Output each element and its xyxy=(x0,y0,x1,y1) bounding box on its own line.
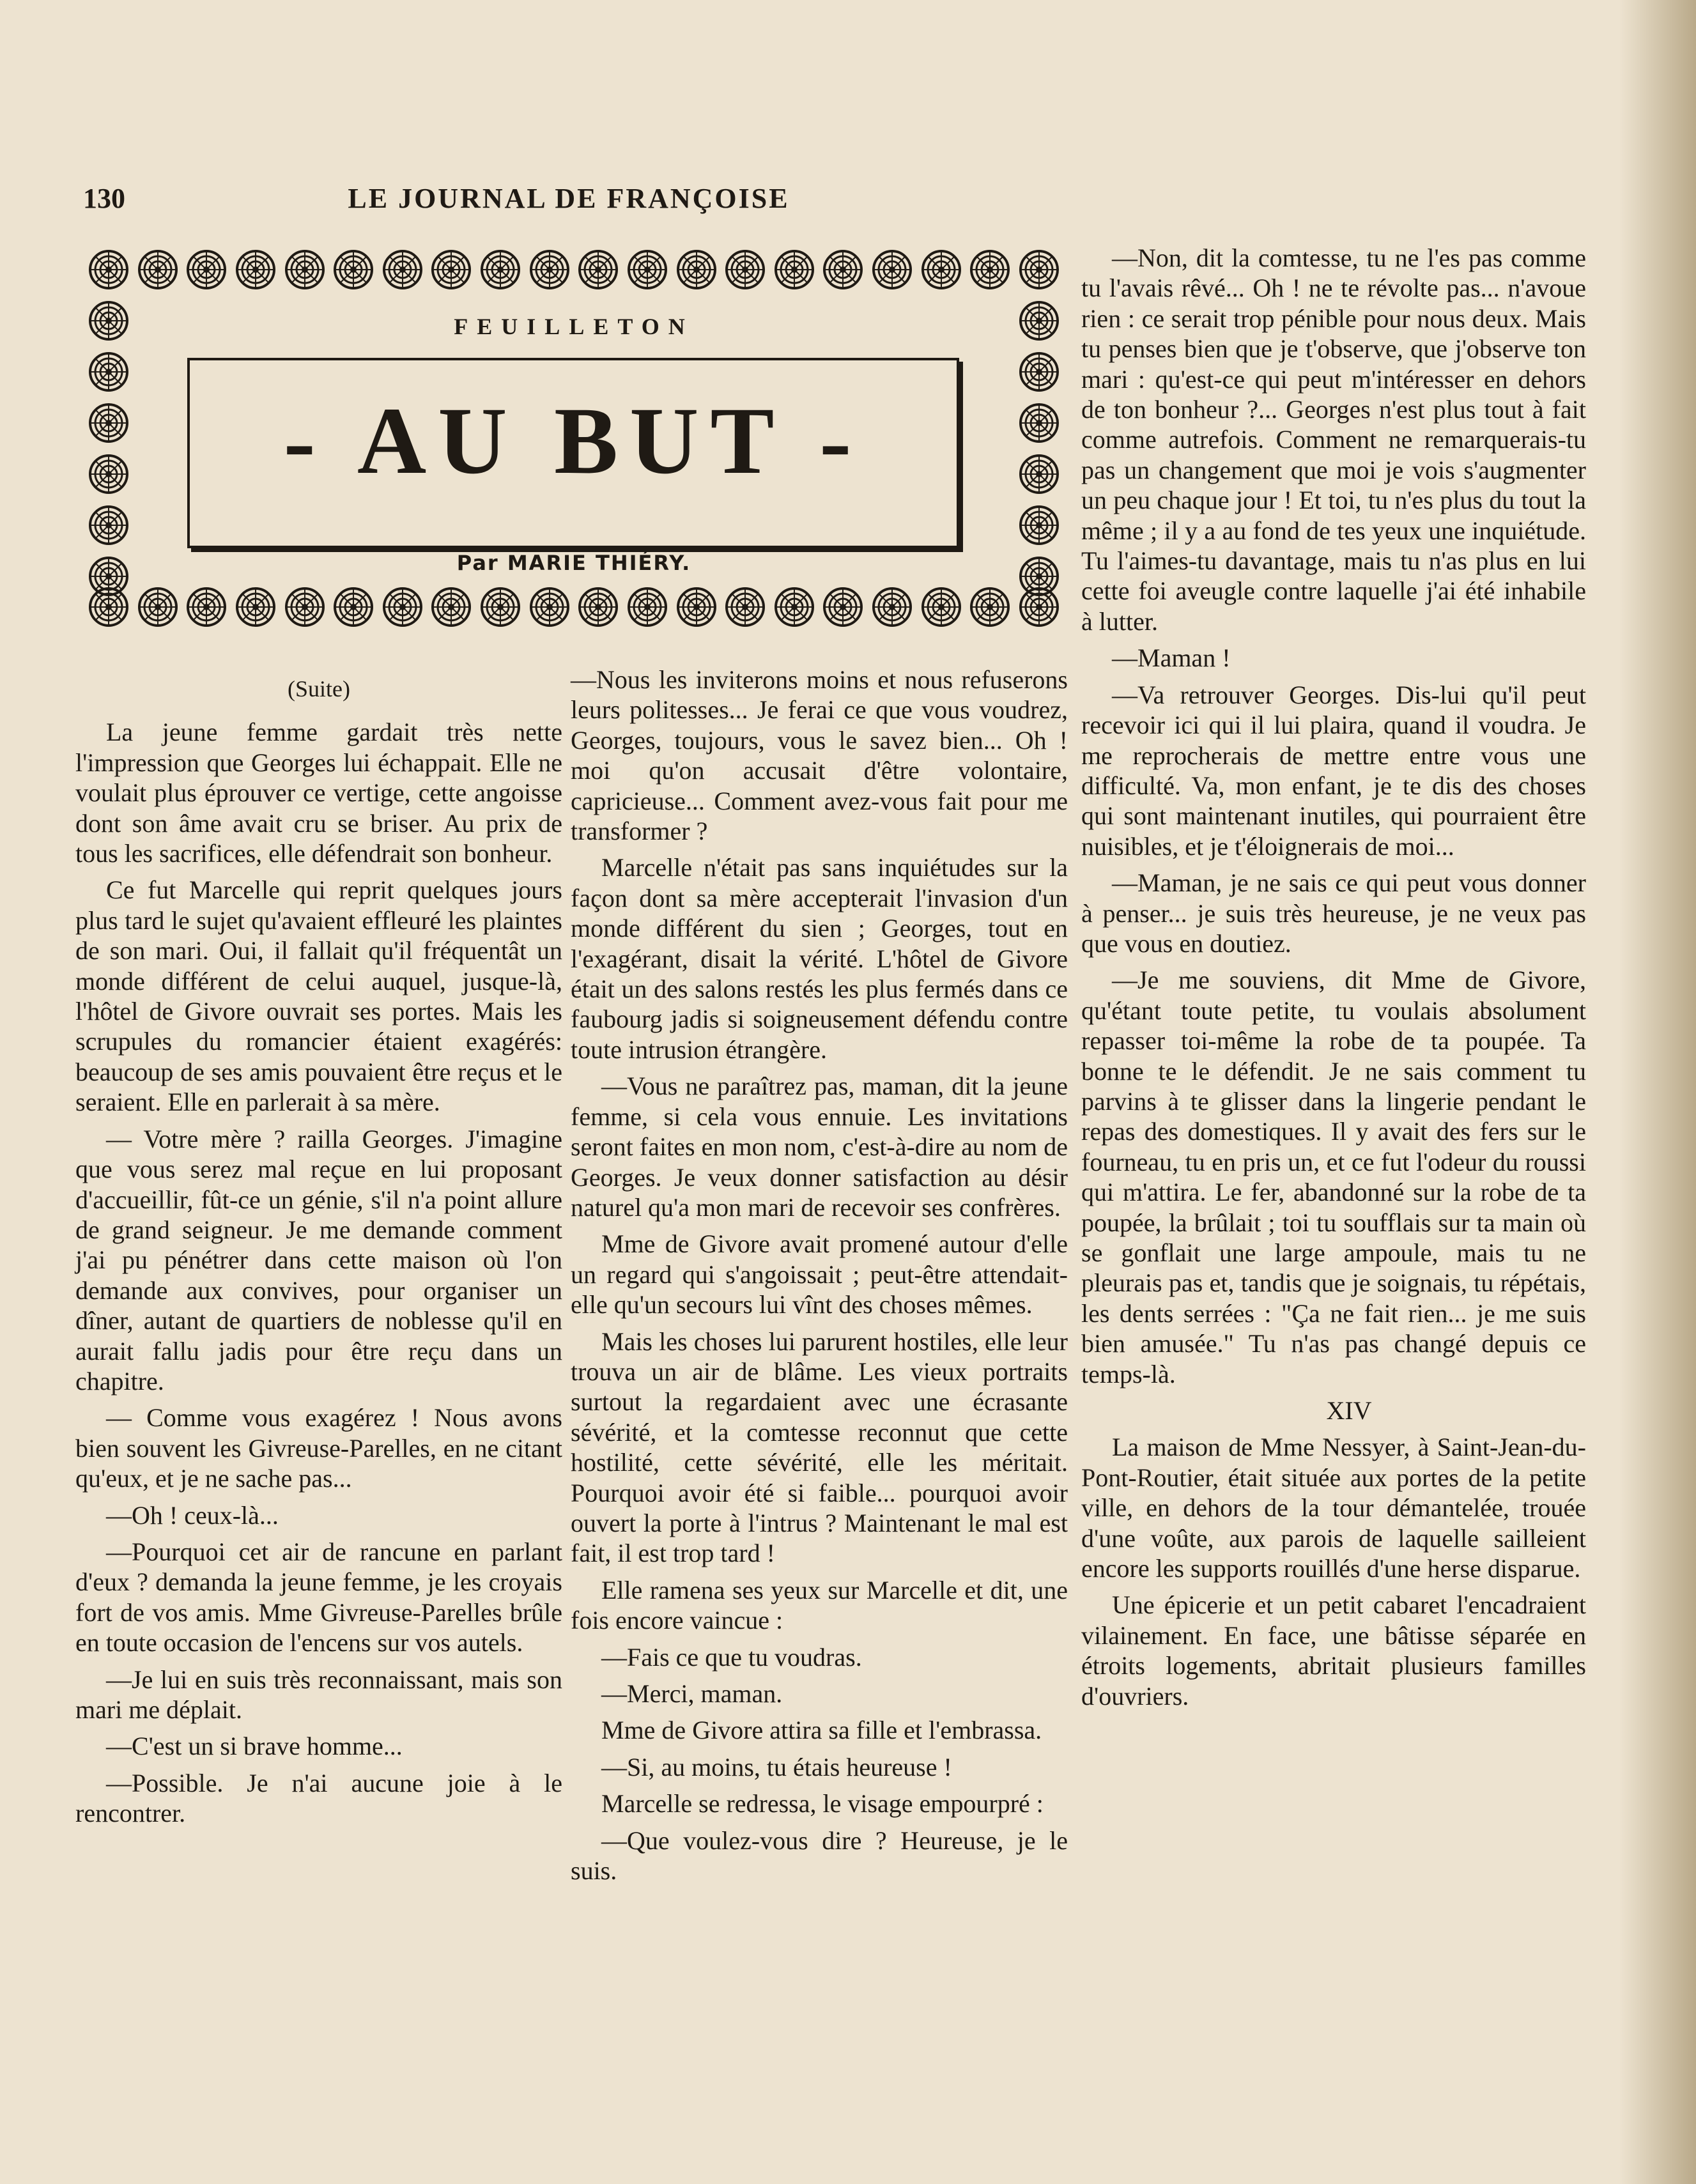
paragraph: —Que voulez-vous dire ? Heureuse, je le suis. xyxy=(571,1826,1068,1886)
rose-ornament-icon xyxy=(1019,454,1060,495)
paragraph: —Je lui en suis très reconnaissant, mais son mari me déplait. xyxy=(75,1665,562,1724)
rose-ornament-icon xyxy=(186,249,227,295)
rose-ornament-icon xyxy=(872,249,913,295)
paragraph: —Va retrouver Georges. Dis-lui qu'il peut recevoir ici qui il lui plaira, quand il voudra. Je me reprocherais de mettre entre vous une difficulté. Va, mon enfant, je te dis des choses qui sont maintenant inutiles, qui pourraient être nuisibles, et je t'éloignerais de moi... xyxy=(1081,680,1586,861)
rose-ornament-icon xyxy=(921,587,962,633)
rose-ornament-icon xyxy=(284,249,325,295)
rose-ornament-icon xyxy=(88,505,129,546)
paragraph: Mme de Givore avait promené autour d'elle un regard qui s'angoissait ; peut-être attendait-elle qu'un secours lui vînt des choses mêmes. xyxy=(571,1229,1068,1319)
paragraph: Ce fut Marcelle qui reprit quelques jours plus tard le sujet qu'avaient effleuré les plaintes de son mari. Oui, il fallait qu'il fréquentât un monde différent de celui auquel, jusque-là, l'hôtel de Givore ouvrait ses portes. Mais les scrupules du romancier étaient exagérés: beaucoup de ses amis pouvaient être reçus et le seraient. Elle en parlerait à sa mère. xyxy=(75,875,562,1117)
rose-ornament-icon xyxy=(676,587,717,633)
paragraph: Une épicerie et un petit cabaret l'encadraient vilainement. En face, une bâtisse séparée en étroits logements, abritait plusieurs familles d'ouvriers. xyxy=(1081,1590,1586,1711)
text-column-2 xyxy=(571,665,1068,1892)
rose-ornament-icon xyxy=(480,249,521,295)
rose-ornament-icon xyxy=(1019,505,1060,546)
rose-ornament-icon xyxy=(822,587,863,633)
rose-ornament-icon xyxy=(578,587,619,633)
rose-ornament-icon xyxy=(1019,351,1060,392)
paragraph: Mais les choses lui parurent hostiles, elle leur trouva un air de blâme. Les vieux portraits surtout la regardaient avec une écrasante sévérité, et la comtesse reconnut que cette hostilité, cette sévérité, elle les méritait. Pourquoi avoir été si faible... pourquoi avoir ouvert la porte à l'intrus ? Maintenant le mal est fait, il est trop tard ! xyxy=(571,1327,1068,1568)
rose-ornament-icon xyxy=(137,249,178,295)
rose-ornament-icon xyxy=(872,587,913,633)
rose-ornament-icon xyxy=(725,249,766,295)
paragraph: — Votre mère ? railla Georges. J'imagine que vous serez mal reçue en lui proposant d'accueillir, fût-ce un génie, s'il n'a point allure de grand seigneur. Je me demande comment j'ai pu pénétrer dans cette maison où l'on demande aux convives, pour organiser un dîner, autant de quartiers de noblesse qu'il en aurait fallu jadis pour être reçu dans un chapitre. xyxy=(75,1124,562,1396)
page-edge-shadow xyxy=(1619,0,1696,2184)
rose-ornament-icon xyxy=(774,587,815,633)
rose-border-top xyxy=(88,249,1060,295)
rose-ornament-icon xyxy=(284,587,325,633)
paragraph: La maison de Mme Nessyer, à Saint-Jean-du-Pont-Routier, était située aux portes de la petite ville, en dehors de la tour démantelée, trouée d'une voûte, aux parois de laquelle sailleient encore les supports rouillés d'une herse disparue. xyxy=(1081,1433,1586,1583)
paragraph: Marcelle se redressa, le visage empourpré : xyxy=(601,1789,1044,1819)
rose-ornament-icon xyxy=(235,249,276,295)
rose-ornament-icon xyxy=(627,587,668,633)
paragraph: —Possible. Je n'ai aucune joie à le rencontrer. xyxy=(75,1768,562,1828)
rose-ornament-icon xyxy=(88,403,129,443)
rose-ornament-icon xyxy=(333,249,374,295)
rose-ornament-icon xyxy=(627,249,668,295)
rose-ornament-icon xyxy=(822,249,863,295)
feuilleton-header-frame xyxy=(88,249,1060,633)
paragraph: —Je me souviens, dit Mme de Givore, qu'étant toute petite, tu voulais absolument repasser toi-même la robe de ta poupée. Ta bonne te le défendit. Je ne sais comment tu parvins à te glisser dans la lingerie pendant le repas des domestiques. Il y avait des fers sur le fourneau, tu en pris un, et ce fut l'odeur du roussi qui m'attira. Le fer, abandonné sur la robe de ta poupée, la brûlait ; toi tu soufflais sur ta main où se gonflait une large ampoule, mais tu ne pleurais pas et, tandis que je soignais, tu répétais, les dents serrées : "Ça ne fait rien... je me suis bien amusée." Tu n'as pas changé depuis ce temps-là. xyxy=(1081,965,1586,1388)
paragraph: —Pourquoi cet air de rancune en parlant d'eux ? demanda la jeune femme, je les croyais fort de vos amis. Mme Givreuse-Parelles brûle en toute occasion de l'encens sur vos autels. xyxy=(75,1537,562,1657)
paragraph: Elle ramena ses yeux sur Marcelle et dit, une fois encore vaincue : xyxy=(571,1575,1068,1635)
rose-ornament-icon xyxy=(431,249,472,295)
rose-ornament-icon xyxy=(88,249,129,295)
rose-ornament-icon xyxy=(921,249,962,295)
rose-ornament-icon xyxy=(235,587,276,633)
rose-ornament-icon xyxy=(186,587,227,633)
continued-label: (Suite) xyxy=(288,676,350,702)
rose-ornament-icon xyxy=(137,587,178,633)
paragraph: — Comme vous exagérez ! Nous avons bien souvent les Givreuse-Parelles, en ne citant qu'eux, et je ne sache pas... xyxy=(75,1403,562,1493)
feuilleton-label: FEUILLETON xyxy=(454,314,694,339)
paragraph: —Maman ! xyxy=(1112,643,1231,673)
rose-ornament-icon xyxy=(431,587,472,633)
paragraph: —Si, au moins, tu étais heureuse ! xyxy=(601,1752,952,1781)
paragraph: —Non, dit la comtesse, tu ne l'es pas comme tu l'avais rêvé... Oh ! ne te révolte pas... n'avoue rien : ce serait trop pénible pour nous deux. Mais tu penses bien que je t'observe, que j'observe ton mari : qu'est-ce qui peut m'intéresser en dehors de ton bonheur ?... Georges n'est plus tout à fait comme autrefois. Comment ne remarquerais-tu pas un changement que moi je vois s'augmenter un peu chaque jour ! Et toi, tu n'es plus du tout la même ; il y a au fond de tes yeux une inquiétude. Tu l'aimes-tu davantage, mais tu n'as plus en lui cette foi aveugle contre laquelle j'ai été inhabile à lutter. xyxy=(1081,243,1586,636)
running-head xyxy=(83,182,1054,220)
rose-ornament-icon xyxy=(382,587,423,633)
paragraph: —Vous ne paraîtrez pas, maman, dit la jeune femme, si cela vous ennuie. Les invitations seront faites en mon nom, c'est-à-dire au nom de Georges. Je veux donner satisfaction au désir naturel qu'a mon mari de recevoir ses confrères. xyxy=(571,1072,1068,1222)
paragraph: —Oh ! ceux-là... xyxy=(106,1500,279,1530)
text-column-1 xyxy=(75,676,562,1835)
rose-ornament-icon xyxy=(578,249,619,295)
paragraph: La jeune femme gardait très nette l'impression que Georges lui échappait. Elle ne voulait plus éprouver ce vertige, cette angoisse dont son âme avait cru se briser. Au prix de tous les sacrifices, elle défendrait son bonheur. xyxy=(75,718,562,868)
paragraph: —Fais ce que tu voudras. xyxy=(601,1642,862,1672)
paragraph: Marcelle n'était pas sans inquiétudes sur la façon dont sa mère accepterait l'invasion d'un monde différent du sien ; Georges, tout en l'exagérant, disait la vérité. L'hôtel de Givore était un des salons restés les plus fermés dans ce faubourg jadis si soigneusement défendu contre toute intrusion étrangère. xyxy=(571,853,1068,1064)
rose-ornament-icon xyxy=(774,249,815,295)
chapter-heading: XIV xyxy=(1326,1396,1372,1426)
rose-ornament-icon xyxy=(333,587,374,633)
rose-ornament-icon xyxy=(1019,249,1060,295)
rose-ornament-icon xyxy=(382,249,423,295)
paragraph: —Maman, je ne sais ce qui peut vous donner à penser... je suis très heureuse, je ne veux pas que vous en doutiez. xyxy=(1081,868,1586,958)
rose-ornament-icon xyxy=(676,249,717,295)
rose-border-bottom xyxy=(88,587,1060,633)
text-column-3 xyxy=(1081,243,1586,1718)
serial-title: - AU BUT - xyxy=(283,388,863,494)
byline: Par MARIE THIÉRY. xyxy=(456,551,691,575)
rose-ornament-icon xyxy=(88,351,129,392)
rose-ornament-icon xyxy=(969,249,1010,295)
paragraph: —Merci, maman. xyxy=(601,1679,783,1708)
rose-ornament-icon xyxy=(1019,403,1060,443)
rose-ornament-icon xyxy=(529,587,570,633)
rose-ornament-icon xyxy=(969,587,1010,633)
journal-title: LE JOURNAL DE FRANÇOISE xyxy=(348,183,790,214)
paragraph: —Nous les inviterons moins et nous refuserons leurs politesses... Je ferai ce que vous voudrez, Georges, toujours, vous le savez bien... Oh ! moi qu'on accusait d'être volontaire, capricieuse... Comment avez-vous fait pour me transformer ? xyxy=(571,665,1068,846)
rose-ornament-icon xyxy=(480,587,521,633)
rose-ornament-icon xyxy=(529,249,570,295)
title-box xyxy=(187,358,959,548)
page-number: 130 xyxy=(83,183,125,214)
paragraph: —C'est un si brave homme... xyxy=(106,1732,403,1761)
rose-ornament-icon xyxy=(725,587,766,633)
rose-ornament-icon xyxy=(88,454,129,495)
paragraph: Mme de Givore attira sa fille et l'embrassa. xyxy=(601,1716,1042,1745)
